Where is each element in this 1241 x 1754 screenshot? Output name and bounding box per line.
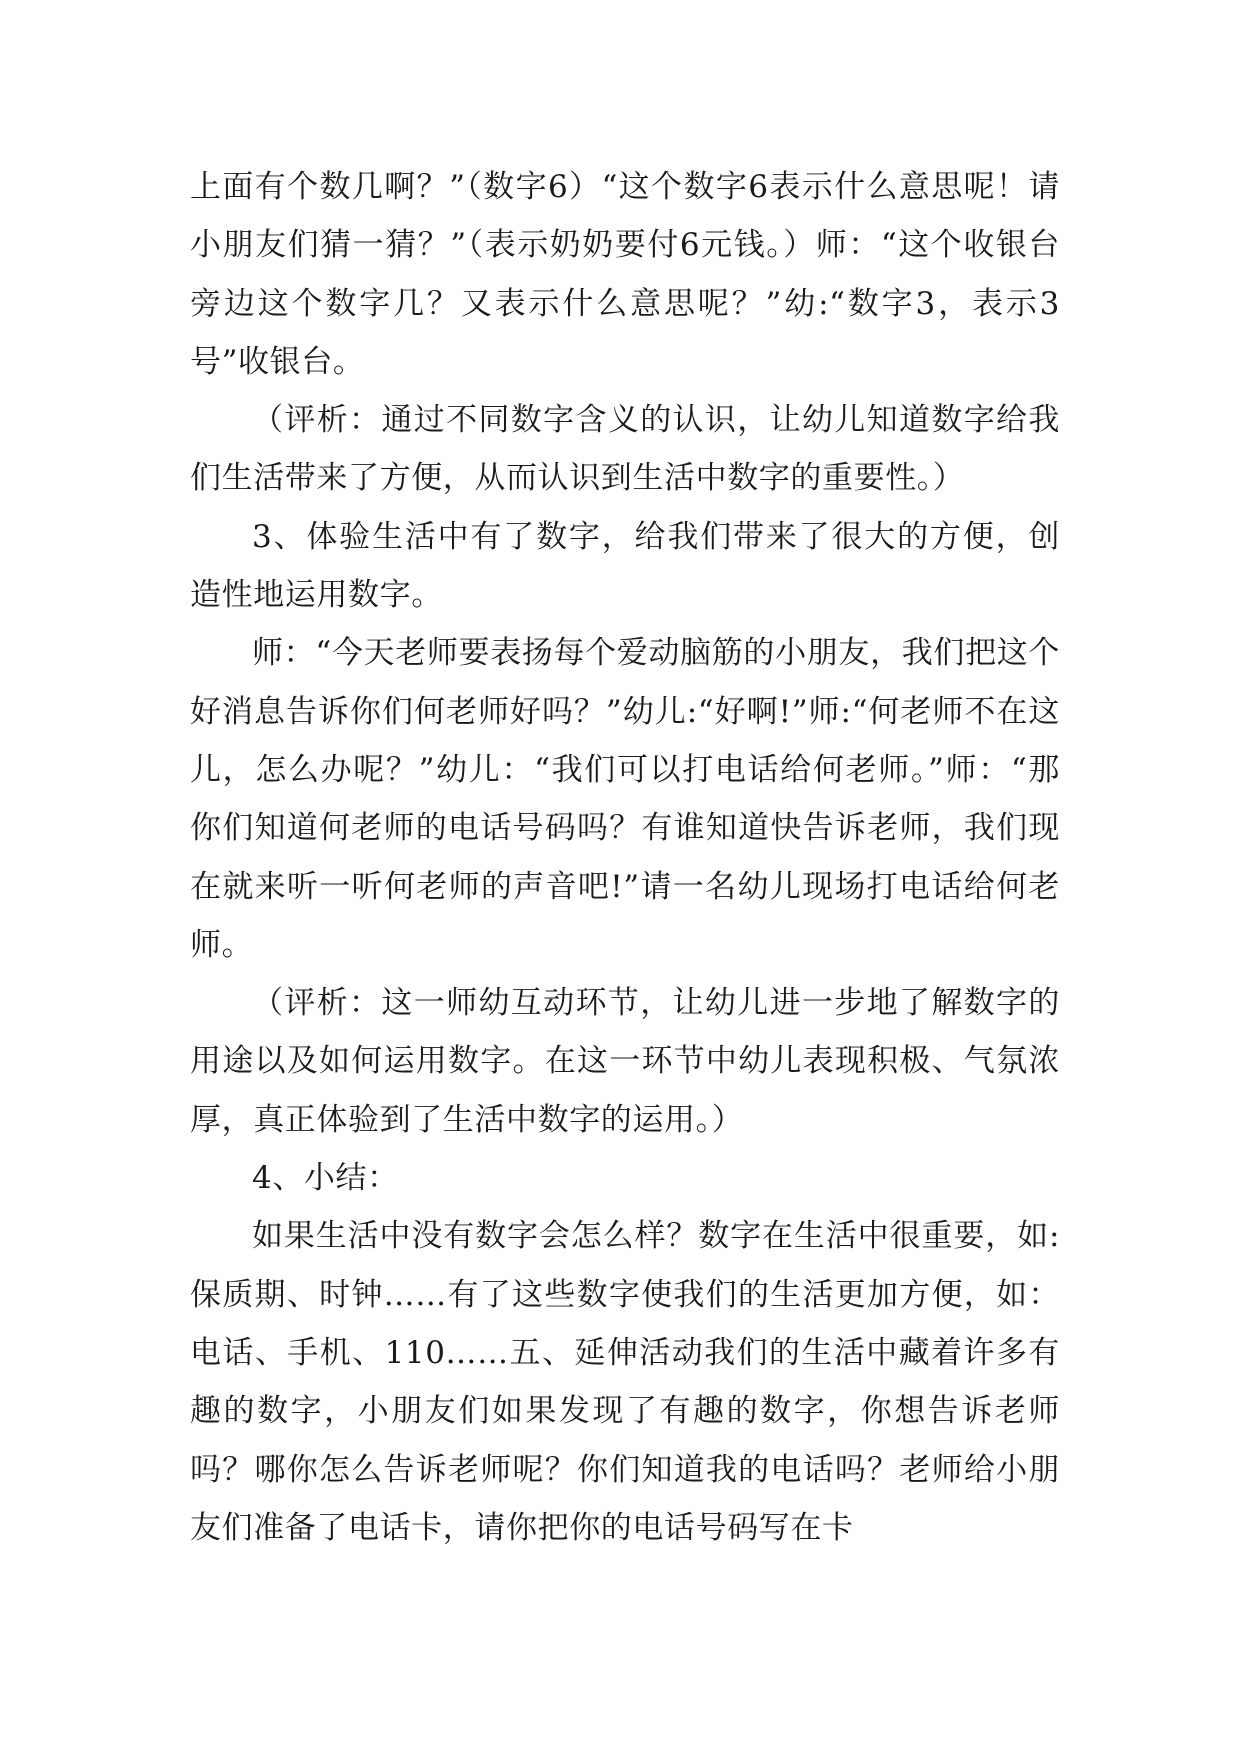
paragraph-3-step: 3、体验生活中有了数字，给我们带来了很大的方便，创造性地运用数字。 xyxy=(190,518,1060,614)
paragraph-1: 上面有个数几啊？”（数字6）“这个数字6表示什么意思呢！请小朋友们猜一猜？”（表示奶奶要付6元钱。）师：“这个收银台旁边这个数字几？又表示什么意思呢？”幼:“数字3，表示3号”收银台。 xyxy=(190,169,1060,380)
paragraph-4-dialogue: 师：“今天老师要表扬每个爱动脑筋的小朋友，我们把这个好消息告诉你们何老师好吗？”幼儿:“好啊!”师:“何老师不在这儿，怎么办呢？”幼儿：“我们可以打电话给何老师。”师：“那你们知道何老师的电话号码吗？有谁知道快告诉老师，我们现在就来听一听何老师的声音吧!”请一名幼儿现场打电话给何老师。 xyxy=(190,635,1060,963)
paragraph-7-summary: 如果生活中没有数字会怎么样？数字在生活中很重要，如:保质期、时钟……有了这些数字使我们的生活更加方便，如：电话、手机、110……五、延伸活动我们的生活中藏着许多有趣的数字，小朋友们如果发现了有趣的数字，你想告诉老师吗？哪你怎么告诉老师呢？你们知道我的电话吗？老师给小朋友们准备了电话卡，请你把你的电话号码写在卡 xyxy=(190,1218,1060,1546)
paragraph-5-commentary: （评析：这一师幼互动环节，让幼儿进一步地了解数字的用途以及如何运用数字。在这一环节中幼儿表现积极、气氛浓厚，真正体验到了生活中数字的运用。） xyxy=(190,985,1060,1138)
paragraph-2-commentary: （评析：通过不同数字含义的认识，让幼儿知道数字给我们生活带来了方便，从而认识到生活中数字的重要性。） xyxy=(190,402,1060,497)
paragraph-6-summary-heading: 4、小结： xyxy=(252,1160,399,1197)
body-text xyxy=(190,158,1060,1557)
